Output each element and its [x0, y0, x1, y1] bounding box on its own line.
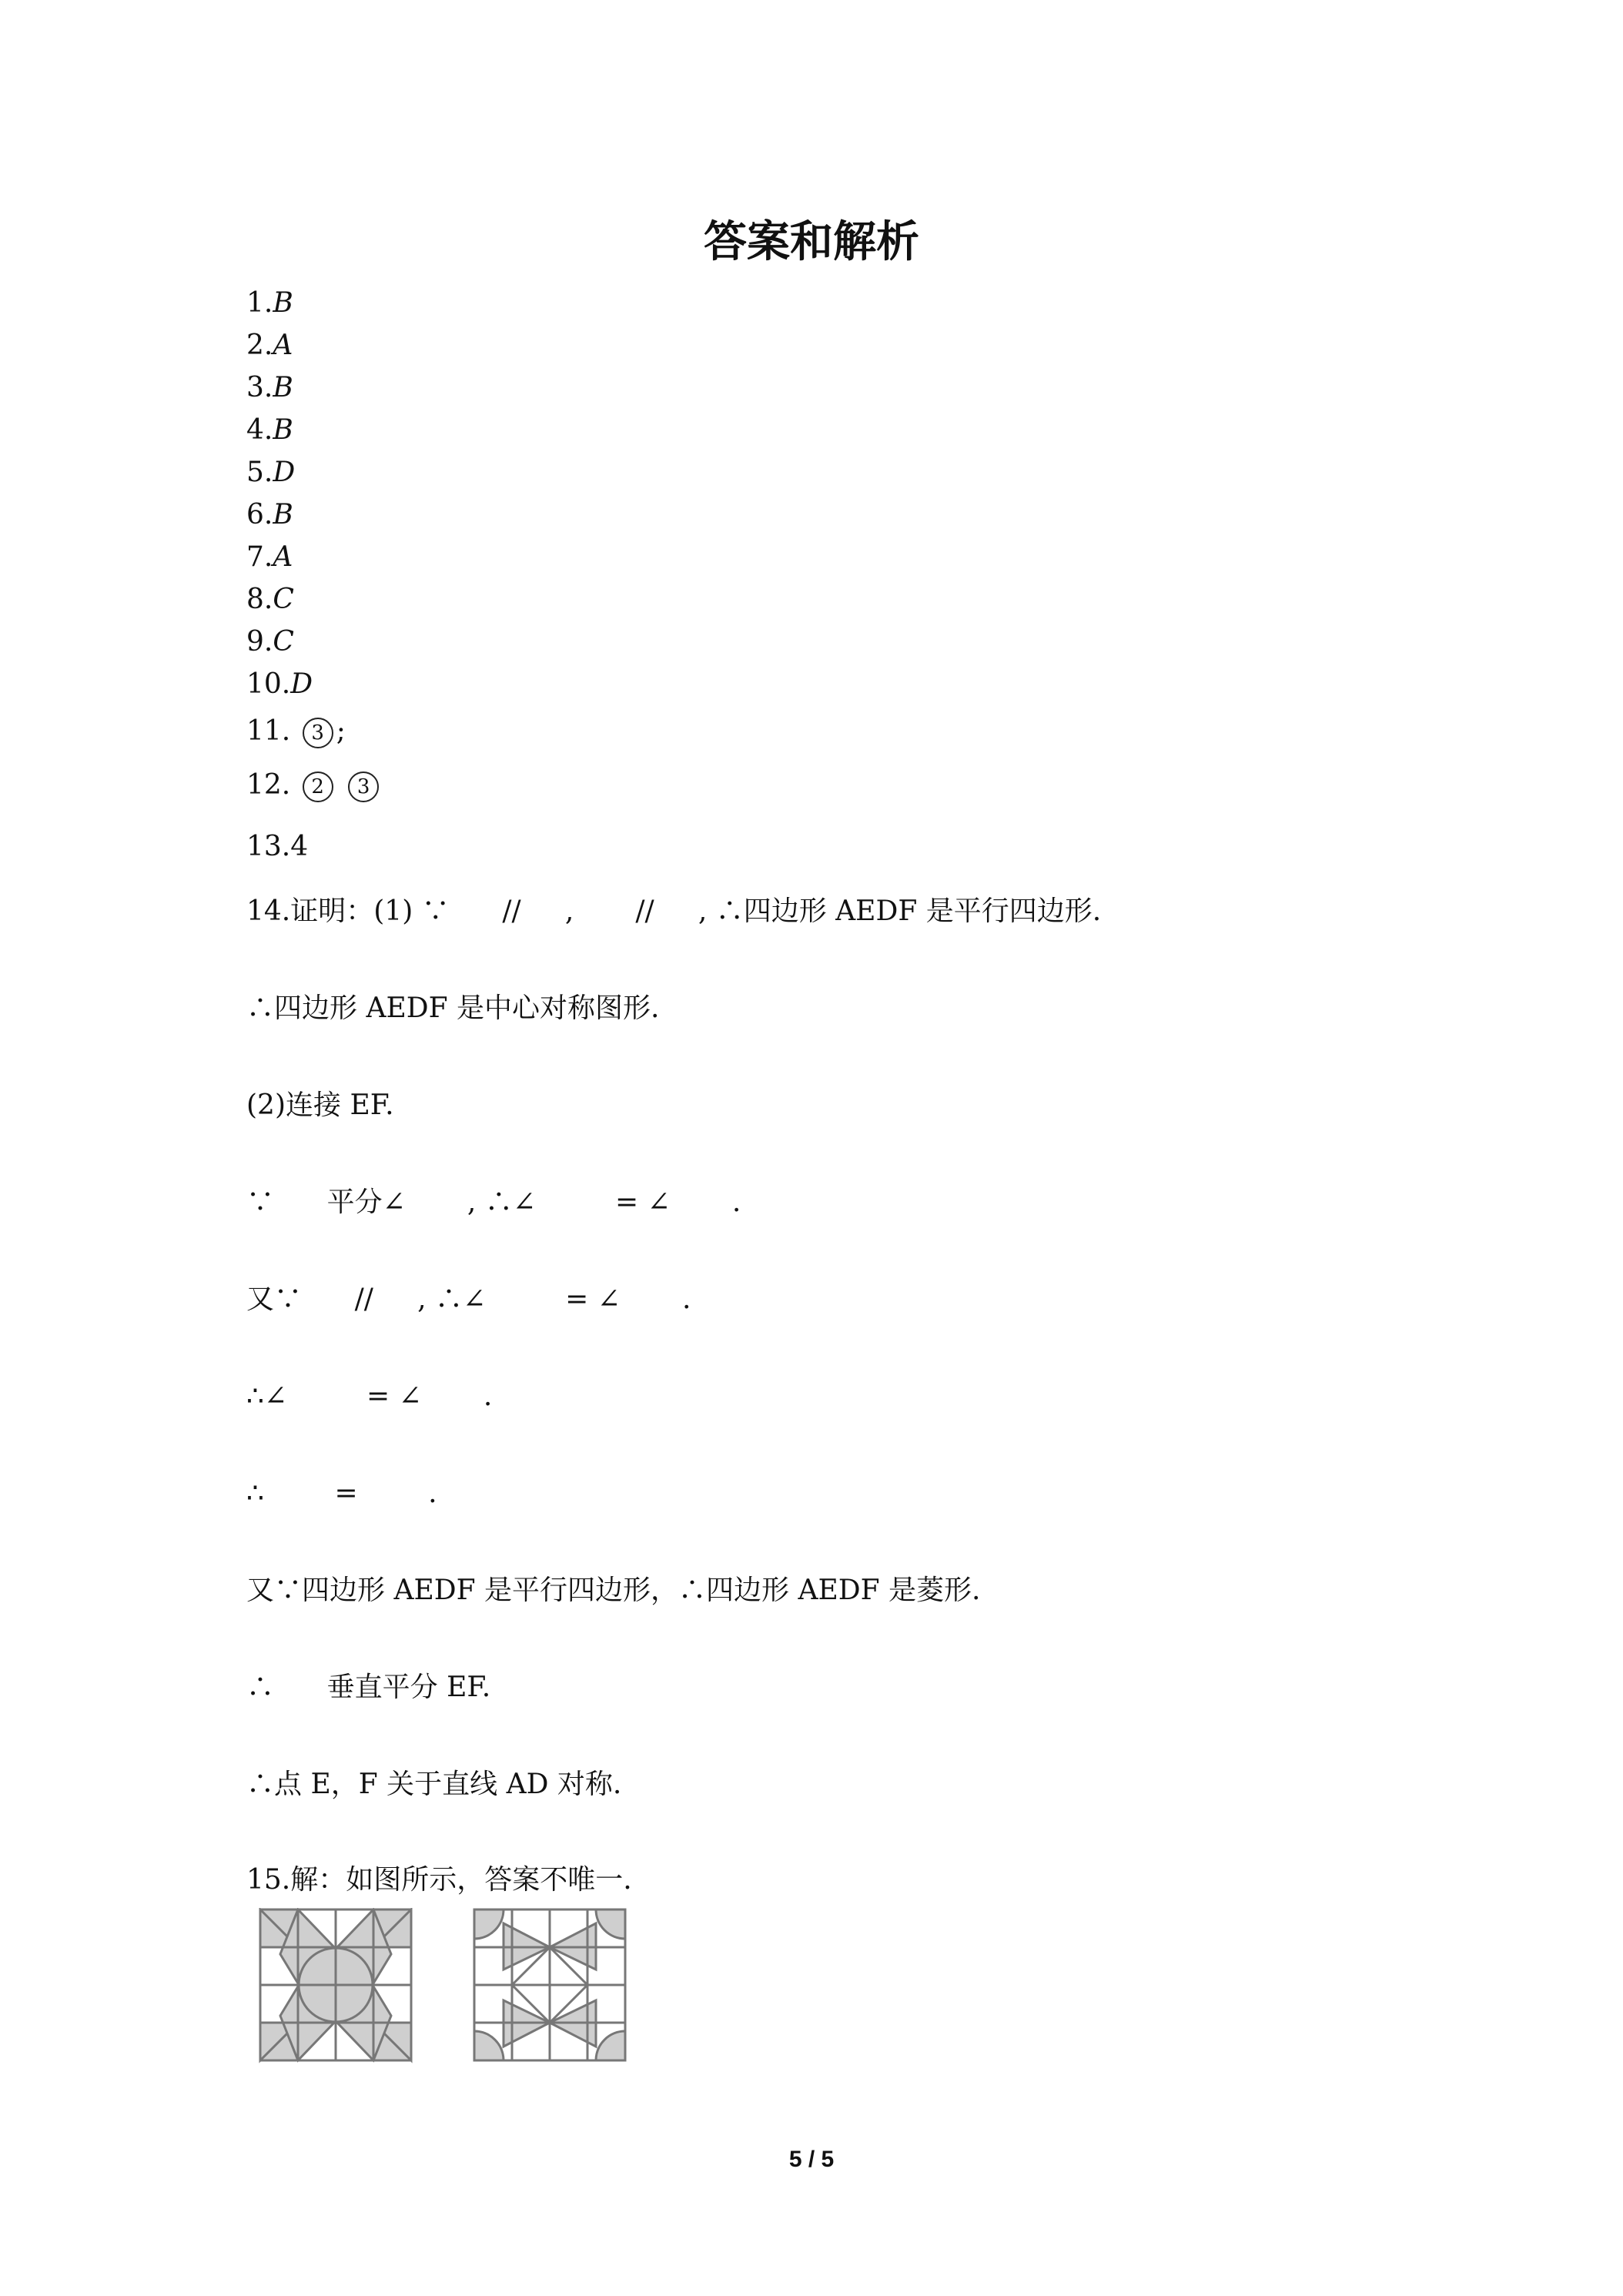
answer-6: 6.B	[246, 499, 293, 530]
answer-5: 5.D	[246, 457, 296, 488]
answer-3: 3.B	[246, 372, 293, 403]
proof-line-2: ∴四边形 AEDF 是中心对称图形.	[246, 992, 660, 1024]
answer-13: 13.4	[246, 831, 309, 862]
answer-2: 2.A	[246, 330, 293, 361]
answer-12: 12. 2 3	[246, 768, 382, 802]
proof-line-7: ∴ = .	[246, 1478, 437, 1509]
figure-2	[474, 1909, 625, 2060]
figure-1	[260, 1909, 411, 2060]
answer-9: 9.C	[246, 626, 294, 658]
answer-4: 4.B	[246, 414, 293, 446]
proof-line-8: 又∵四边形 AEDF 是平行四边形，∴四边形 AEDF 是菱形.	[246, 1575, 981, 1606]
answer-1: 1.B	[246, 287, 293, 319]
page-number: 5 / 5	[788, 2147, 835, 2172]
proof-line-6: ∴∠ = ∠ .	[246, 1381, 493, 1412]
answer-10: 10.D	[246, 668, 313, 700]
answer-15: 15.解：如图所示，答案不唯一.	[246, 1864, 632, 1896]
symmetry-figures	[259, 1908, 875, 2077]
proof-line-9: ∴ 垂直平分 EF.	[246, 1672, 491, 1703]
proof-line-5: 又∵ // , ∴∠ = ∠ .	[246, 1284, 691, 1315]
proof-line-3: (2)连接 EF.	[246, 1089, 394, 1121]
answer-8: 8.C	[246, 584, 294, 615]
page-title: 答案和解析	[704, 217, 919, 267]
proof-line-4: ∵ 平分∠ , ∴∠ = ∠ .	[246, 1186, 741, 1218]
answer-7: 7.A	[246, 541, 293, 573]
answer-11: 11. 3 ;	[246, 715, 346, 747]
proof-line-1: 14.证明：(1) ∵ // , // , ∴四边形 AEDF 是平行四边形.	[246, 895, 1102, 927]
proof-line-10: ∴点 E，F 关于直线 AD 对称.	[246, 1769, 622, 1800]
